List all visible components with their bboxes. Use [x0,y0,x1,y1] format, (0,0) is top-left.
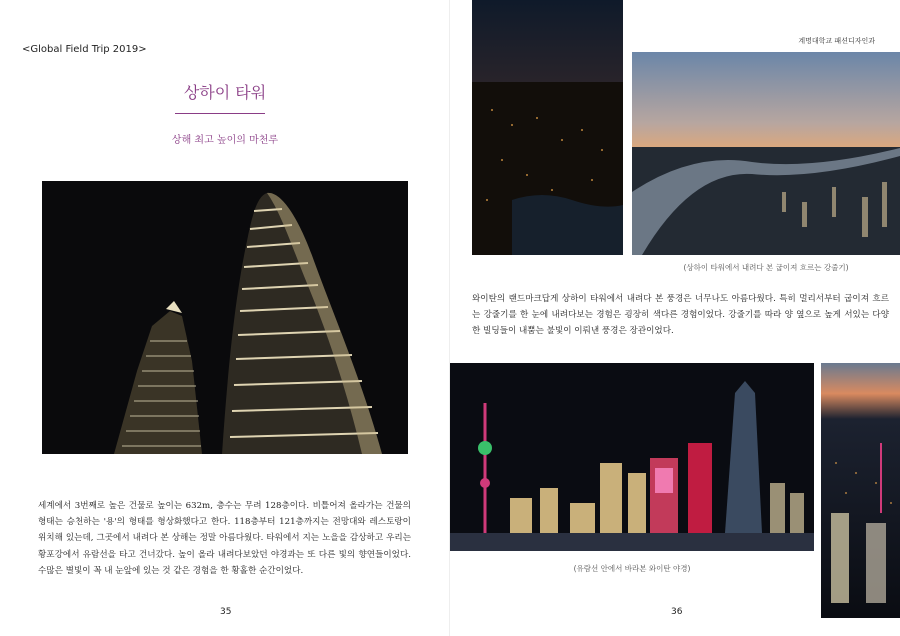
pudong-night-photo [821,363,900,618]
page-number: 36 [671,607,683,617]
page-number: 35 [220,607,232,617]
right-page [450,0,900,636]
series-header: <Global Field Trip 2019> [22,44,147,55]
sunset-city-photo [472,0,623,255]
page-subtitle: 상해 최고 높이의 마천루 [171,135,279,146]
shanghai-tower-photo [42,181,408,454]
page-title: 상하이 타워 [183,83,267,102]
body-text: 와이탄의 랜드마크답게 상하이 타워에서 내려다 본 풍경은 너무나도 아름다웠다. 특히 멀리서부터 굽이져 흐르는 강줄기를 한 눈에 내려다보는 경험은 굉장히 색다른 경험이었다. 강줄기를 따라 양 옆으로 높게 서있는 다양한 빌딩들이 내뿜는 불빛이 이뤄낸 풍경은 장관이었다. [472,294,889,337]
body-text: 세계에서 3번째로 높은 건물로 높이는 632m, 층수는 무려 128층이다. 비틀어져 올라가는 건물의 형태는 승천하는 '용'의 형태를 형상화했다고 한다. 118층부터 121층까지는 전망대와 레스토랑이 위치해 있는데, 그곳에서 내려다 본 상해는 정말 아름다웠다. 타워에서 지는 노을을 감상하고 우리는 황포강에서 유람선을 타고 건너갔다. 높이 올라 내려다보았던 야경과는 또 다른 빛의 향연들이었다. 수많은 별빛이 꼭 내 눈앞에 있는 것 같은 경험을 한 황홀한 순간이었다. [38,501,411,576]
department-header: 계명대학교 패션디자인과 [798,37,875,45]
caption-bund: (유람선 안에서 바라본 와이탄 야경) [573,564,691,573]
title-divider [175,113,265,114]
river-view-photo [632,52,900,255]
caption-river: (상하이 타워에서 내려다 본 굽이져 흐르는 강줄기) [683,263,849,272]
bund-skyline-photo [450,363,814,551]
